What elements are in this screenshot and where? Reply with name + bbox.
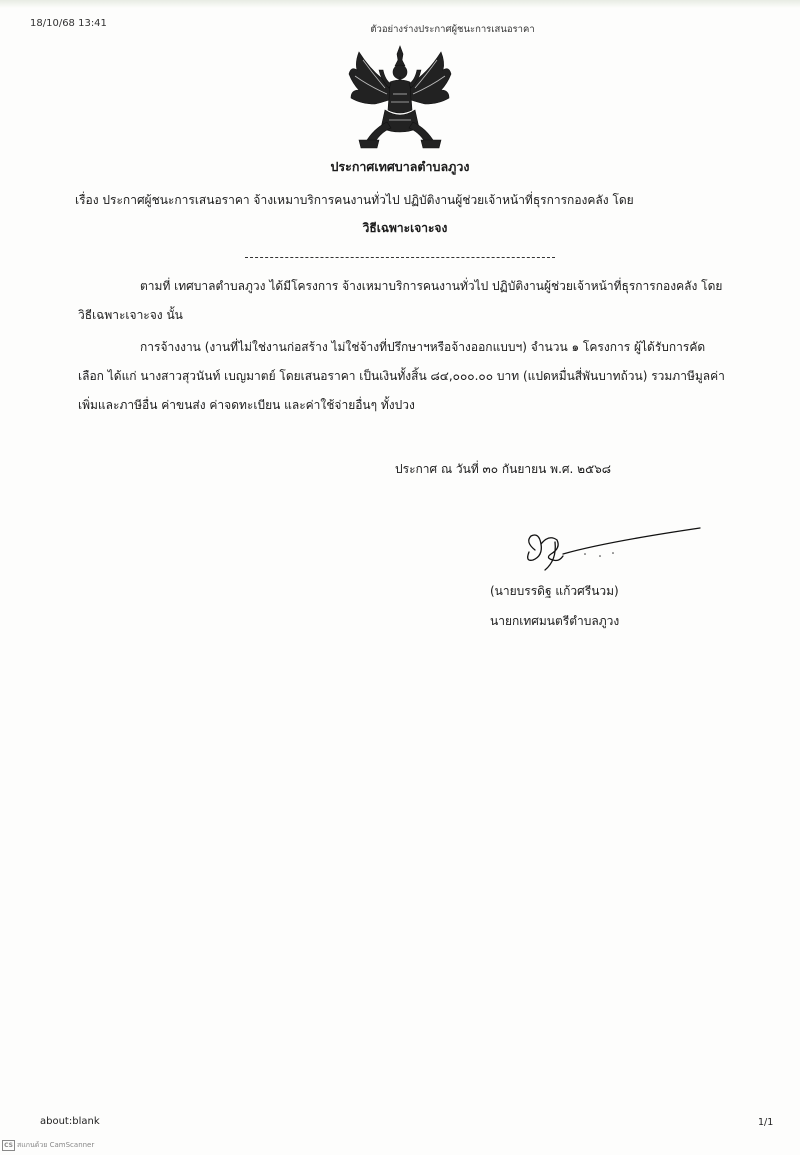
announcement-date: ประกาศ ณ วันที่ ๓๐ กันยายน พ.ศ. ๒๕๖๘: [395, 462, 612, 476]
body-paragraph-1: ตามที่ เทศบาลตำบลภูวง ได้มีโครงการ จ้างเหมาบริการคนงานทั่วไป ปฏิบัติงานผู้ช่วยเจ้าหน้าที่ธุรการกองคลัง โดยวิธีเฉพาะเจาะจง นั้น: [78, 279, 723, 322]
scan-edge-shadow: [0, 0, 800, 8]
body-paragraph-2: การจ้างงาน (งานที่ไม่ใช่งานก่อสร้าง ไม่ใช่จ้างที่ปรึกษาฯหรือจ้างออกแบบฯ) จำนวน ๑ โครงการ ผู้ได้รับการคัดเลือก ได้แก่ นางสาวสุวนันท์ เบญมาตย์ โดยเสนอราคา เป็นเงินทั้งสิ้น ๘๔,๐๐๐.๐๐ บาท (แปดหมื่นสี่พันบาทถ้วน) รวมภาษีมูลค่าเพิ่มและภาษีอื่น ค่าขนส่ง ค่าจดทะเบียน และค่าใช้จ่ายอื่นๆ ทั้งปวง: [78, 340, 725, 412]
announcement-subject: [75, 186, 735, 242]
page-count: 1/1: [758, 1117, 774, 1128]
signer-name: (นายบรรดิฐ แก้วศรีนวม): [490, 584, 619, 598]
camscanner-logo-icon: CS: [2, 1140, 15, 1151]
section-divider: [245, 257, 555, 258]
document-draft-label: ตัวอย่างร่างประกาศผู้ชนะการเสนอราคา: [370, 24, 535, 35]
subject-line-2: วิธีเฉพาะเจาะจง: [362, 221, 448, 235]
signer-title: นายกเทศมนตรีตำบลภูวง: [490, 614, 620, 628]
print-url: about:blank: [40, 1116, 100, 1127]
garuda-emblem-icon: [345, 44, 455, 150]
subject-line-1: เรื่อง ประกาศผู้ชนะการเสนอราคา จ้างเหมาบริการคนงานทั่วไป ปฏิบัติงานผู้ช่วยเจ้าหน้าที่ธุรการกองคลัง โดย: [75, 193, 634, 207]
announcement-org-title: ประกาศเทศบาลตำบลภูวง: [330, 159, 470, 174]
announcement-body: [78, 272, 728, 420]
scanner-text: สแกนด้วย CamScanner: [17, 1141, 95, 1149]
signature-icon: [515, 520, 705, 580]
scanner-watermark: [2, 1140, 94, 1151]
print-timestamp: 18/10/68 13:41: [30, 18, 107, 29]
